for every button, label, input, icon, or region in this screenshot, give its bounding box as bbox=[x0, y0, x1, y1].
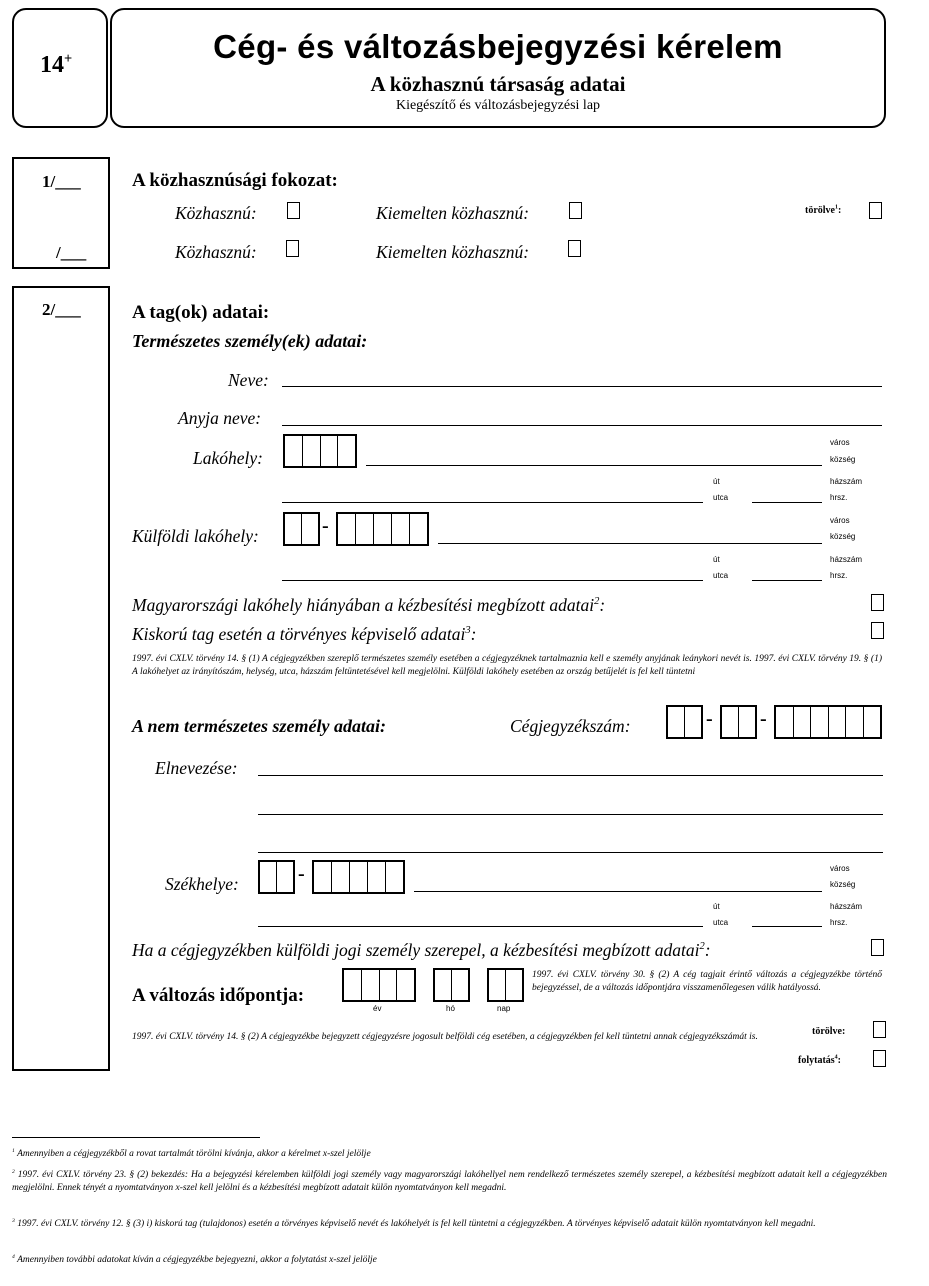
hrsz-label-2: hrsz. bbox=[830, 571, 848, 580]
varos-label-2: város bbox=[830, 516, 850, 525]
dash: - bbox=[322, 515, 329, 537]
section1-opt4-label: Kiemelten közhasznú: bbox=[376, 242, 530, 262]
footnote-3-text: 1997. évi CXLV. törvény 12. § (3) i) kiskorú tag (tulajdonos) esetén a törvényes képviselő nevét és lakóhelyét is fel kell tüntetni a cégjegyzékben. A törvényes képviselő adatait külön nyomtatványon kell megadni. bbox=[17, 1219, 816, 1229]
residence-street-field[interactable] bbox=[282, 502, 703, 503]
footnote-1 bbox=[12, 1148, 887, 1161]
szekhely-street-field[interactable] bbox=[258, 926, 703, 927]
footnote-1-num: 1 bbox=[12, 1147, 15, 1154]
dash: - bbox=[706, 708, 713, 730]
elnevezes-label: Elnevezése: bbox=[155, 758, 238, 778]
page-title: Cég- és változásbejegyzési kérelem bbox=[213, 28, 783, 65]
section1-opt3-label: Közhasznú: bbox=[175, 242, 257, 262]
footnote-separator bbox=[12, 1137, 260, 1138]
legal-rep-label bbox=[132, 624, 476, 645]
checkbox-kiemelten-kozhasznu[interactable] bbox=[569, 202, 582, 219]
nap-label: nap bbox=[497, 1004, 511, 1013]
folytatas-colon: : bbox=[837, 1055, 842, 1066]
delivery-agent-text: Magyarországi lakóhely hiányában a kézbesítési megbízott adatai bbox=[132, 595, 595, 615]
utca-label-3: utca bbox=[713, 918, 729, 927]
section1-torolve-label bbox=[805, 205, 841, 216]
legal-person-title: A nem természetes személy adatai: bbox=[132, 716, 386, 736]
natural-person-title: Természetes személy(ek) adatai: bbox=[132, 331, 368, 351]
foreign-agent-text: Ha a cégjegyzékben külföldi jogi személy szerepel, a kézbesítési megbízott adatai bbox=[132, 940, 700, 960]
footnote-2-num: 2 bbox=[12, 1168, 15, 1175]
footnote-3-num: 3 bbox=[12, 1217, 15, 1224]
form-number-text: 14 bbox=[40, 52, 64, 78]
form-number bbox=[40, 52, 72, 79]
footnote-3 bbox=[12, 1218, 887, 1231]
section1-opt2-label: Kiemelten közhasznú: bbox=[376, 203, 530, 223]
folytatas-sup: 4 bbox=[834, 1054, 838, 1061]
form-number-sup: + bbox=[64, 51, 73, 67]
foreign-zip-cells[interactable] bbox=[336, 512, 429, 546]
legal-rep-colon: : bbox=[470, 624, 477, 644]
hrsz-label-3: hrsz. bbox=[830, 918, 848, 927]
law-note-natural: 1997. évi CXLV. törvény 14. § (1) A cégjegyzékben szereplő természetes személy esetében a cégjegyzéknek tartalmaznia kell e személy anyjának leánykori nevét is. 1997. évi CXLV. törvény 19. § (1) A lakóhelyet az irányítószám, helység, utca, házszám feltüntetésével kell megjelölni. Külföldi lakóhely esetében az ország betűjelét is fel kell tüntetni bbox=[132, 654, 882, 677]
reg-number-cells-2[interactable] bbox=[720, 705, 757, 739]
foreign-city-field[interactable] bbox=[438, 543, 822, 544]
utca-label-2: utca bbox=[713, 571, 729, 580]
section2-title: A tag(ok) adatai: bbox=[132, 302, 270, 323]
page-subsubtitle: Kiegészítő és változásbejegyzési lap bbox=[395, 98, 601, 113]
checkbox-section2-torolve[interactable] bbox=[873, 1021, 886, 1038]
ev-label: év bbox=[373, 1004, 382, 1013]
reg-number-cells-1[interactable] bbox=[666, 705, 703, 739]
section2-torolve-label: törölve: bbox=[812, 1026, 846, 1037]
footnote-2-text: 1997. évi CXLV. törvény 23. § (2) bekezdés: Ha a bejegyzési kérelemben külföldi jogi személy vagy magyarországi lakóhellyel nem rendelkező természetes személy szerepel, a kézbesítési megbízott adatait kell a cégjegyzékben megjelölni. Ennek tényét a nyomtatványon x-szel kell jelölni és a kézbesítési megbízott adatait külön nyomtatványon kell megadni. bbox=[12, 1170, 887, 1193]
foreign-agent-colon: : bbox=[704, 940, 711, 960]
legal-rep-sup: 3 bbox=[465, 625, 471, 637]
foreign-agent-sup: 2 bbox=[699, 941, 705, 953]
szekhely-label: Székhelye: bbox=[165, 874, 239, 894]
legal-rep-text: Kiskorú tag esetén a törvényes képviselő adatai bbox=[132, 624, 466, 644]
change-date-day-cells[interactable] bbox=[487, 968, 524, 1002]
name-field[interactable] bbox=[282, 386, 882, 387]
varos-label-3: város bbox=[830, 864, 850, 873]
checkbox-section1-torolve[interactable] bbox=[869, 202, 882, 219]
residence-zip-cells[interactable] bbox=[283, 434, 357, 468]
checkbox-kozhasznu-2[interactable] bbox=[286, 240, 299, 257]
dash: - bbox=[298, 863, 305, 885]
reg-number-label: Cégjegyzékszám: bbox=[510, 716, 631, 736]
elnevezes-field-2[interactable] bbox=[258, 814, 883, 815]
foreign-residence-label: Külföldi lakóhely: bbox=[132, 526, 259, 546]
folytatas-text: folytatás bbox=[798, 1055, 835, 1066]
delivery-agent-sup: 2 bbox=[594, 596, 600, 608]
mother-name-label: Anyja neve: bbox=[178, 408, 262, 428]
page-subtitle: A közhasznú társaság adatai bbox=[370, 72, 626, 96]
checkbox-folytatas[interactable] bbox=[873, 1050, 886, 1067]
dash: - bbox=[760, 708, 767, 730]
kozseg-label: község bbox=[830, 455, 856, 464]
section1-number: 1/___ bbox=[42, 172, 81, 191]
section1-title: A közhasznúsági fokozat: bbox=[132, 170, 338, 191]
foreign-street-field[interactable] bbox=[282, 580, 703, 581]
ho-label: hó bbox=[446, 1004, 455, 1013]
torolve-colon: : bbox=[838, 205, 842, 216]
section2-number: 2/___ bbox=[42, 300, 81, 319]
residence-city-field[interactable] bbox=[366, 465, 822, 466]
folytatas-label bbox=[798, 1055, 841, 1066]
ut-label-3: út bbox=[713, 902, 720, 911]
footnote-1-text: Amennyiben a cégjegyzékből a rovat tartalmát törölni kívánja, akkor a kérelmet x-szel jelölje bbox=[17, 1149, 371, 1159]
kozseg-label-3: község bbox=[830, 880, 856, 889]
footnote-4-text: Amennyiben további adatokat kíván a cégjegyzékbe bejegyezni, akkor a folytatást x-szel jelölje bbox=[17, 1255, 377, 1265]
footnote-2 bbox=[12, 1169, 887, 1195]
foreign-country-cells[interactable] bbox=[283, 512, 320, 546]
szekhely-city-field[interactable] bbox=[414, 891, 822, 892]
elnevezes-field-3[interactable] bbox=[258, 852, 883, 853]
checkbox-kiemelten-kozhasznu-2[interactable] bbox=[568, 240, 581, 257]
residence-label: Lakóhely: bbox=[193, 448, 263, 468]
residence-housenumber-field[interactable] bbox=[752, 502, 822, 503]
change-date-year-cells[interactable] bbox=[342, 968, 416, 1002]
delivery-agent-label bbox=[132, 595, 605, 616]
torolve-sup: 1 bbox=[835, 204, 838, 211]
reg-number-cells-3[interactable] bbox=[774, 705, 882, 739]
name-label: Neve: bbox=[228, 370, 269, 390]
change-date-month-cells[interactable] bbox=[433, 968, 470, 1002]
section1-opt1-label: Közhasznú: bbox=[175, 203, 257, 223]
footnote-4 bbox=[12, 1254, 887, 1267]
elnevezes-field-1[interactable] bbox=[258, 775, 883, 776]
ut-label-2: út bbox=[713, 555, 720, 564]
hazszam-label-2: házszám bbox=[830, 555, 863, 564]
checkbox-delivery-agent[interactable] bbox=[871, 594, 884, 611]
torolve-text: törölve bbox=[805, 205, 835, 216]
szekhely-housenumber-field[interactable] bbox=[752, 926, 822, 927]
hazszam-label-3: házszám bbox=[830, 902, 863, 911]
utca-label: utca bbox=[713, 493, 729, 502]
change-date-note: 1997. évi CXLV. törvény 30. § (2) A cég tagjait érintő változás a cégjegyzékbe történő bejegyzéssel, de a változás időpontjára visszamenőlegesen válik hatályossá. bbox=[532, 970, 882, 993]
foreign-housenumber-field[interactable] bbox=[752, 580, 822, 581]
szekhely-country-cells[interactable] bbox=[258, 860, 295, 894]
hrsz-label: hrsz. bbox=[830, 493, 848, 502]
szekhely-zip-cells[interactable] bbox=[312, 860, 405, 894]
ut-label: út bbox=[713, 477, 720, 486]
varos-label: város bbox=[830, 438, 850, 447]
foreign-agent-label bbox=[132, 940, 711, 961]
section1-number2: /___ bbox=[56, 243, 87, 262]
section2-number-box bbox=[12, 286, 110, 1071]
checkbox-foreign-agent[interactable] bbox=[871, 939, 884, 956]
change-date-label: A változás időpontja: bbox=[132, 985, 305, 1006]
checkbox-kozhasznu[interactable] bbox=[287, 202, 300, 219]
footnote-4-num: 4 bbox=[12, 1253, 15, 1260]
hazszam-label: házszám bbox=[830, 477, 863, 486]
reg-number-law-note: 1997. évi CXLV. törvény 14. § (2) A cégjegyzékbe bejegyzett cégjegyzésre jogosult belföldi cég esetében, a cégjegyzékben fel kell tüntetni annak cégjegyzékszámát is. bbox=[132, 1032, 758, 1042]
kozseg-label-2: község bbox=[830, 532, 856, 541]
mother-name-field[interactable] bbox=[282, 425, 882, 426]
delivery-agent-colon: : bbox=[599, 595, 606, 615]
checkbox-legal-rep[interactable] bbox=[871, 622, 884, 639]
